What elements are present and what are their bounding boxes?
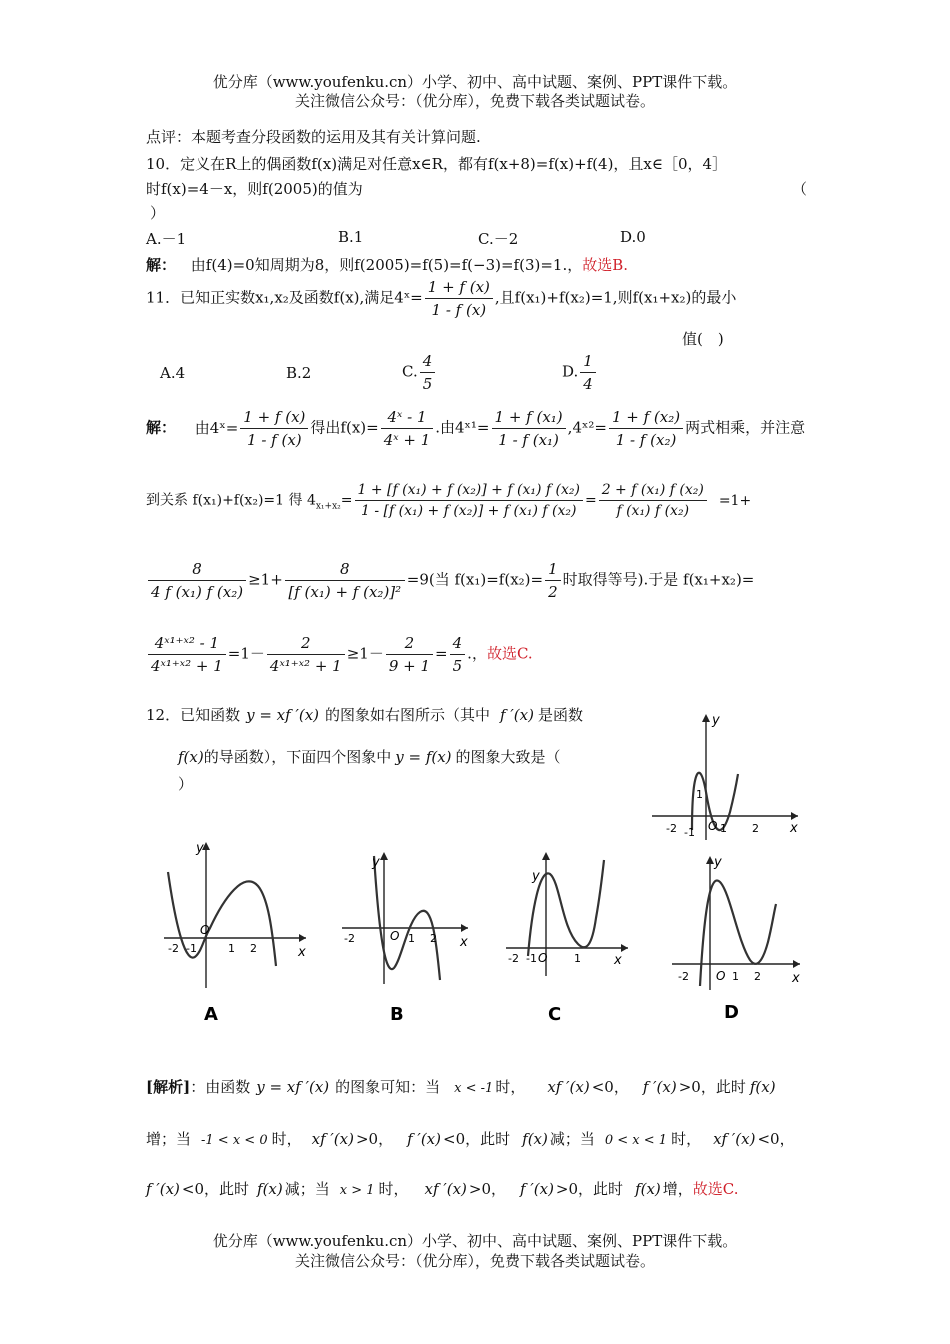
q11-solution-line-2: 到关系 f(x₁)+f(x₂)=1 得 $4_{x_1+x_2}=$ $\frac{\text{1 + [f (x₁) + f (x₂)] + f (x₁) f (x₂)}}{\text{1 - [f (x₁) + f (x₂)] + f (x₁) f (x₂)}}$ = $\frac{\text{2 + f (x₁) f (x₂)}}{\text{f (x₁) f (x₂)}}$ =1+ [146,482,752,519]
svg-text:-1: -1 [684,826,695,839]
svg-text:1: 1 [228,942,235,955]
q10-solution-label: 解： [146,256,177,274]
q11-answer: 故选C. [486,644,533,663]
q10-line-2: 时f(x)=4－x，则f(2005)的值为 [146,180,363,198]
svg-text:-2: -2 [168,942,179,955]
q11-solution-label: 解： [146,418,177,437]
footer-line-1: 优分库（www.youfenku.cn）小学、初中、高中试题、案例、PPT课件下载。 [212,1232,738,1250]
q12-stem-close: ） [178,775,194,793]
q11-option-b: B.2 [286,364,312,382]
svg-text:1: 1 [696,788,703,801]
svg-text:O: O [708,819,718,833]
q11-option-c: C. $\frac{4}{5}$ [402,352,437,393]
q11-option-d: D. $\frac{1}{4}$ [562,352,598,393]
svg-text:1: 1 [732,970,739,983]
graph-c-label: C [548,1004,562,1025]
q10-option-a: A.－1 [146,230,187,248]
q11-stem [146,278,736,319]
svg-text:2: 2 [250,942,257,955]
svg-text:1: 1 [408,932,415,945]
q10-paren-close: ） [150,204,166,222]
q10-line-1: 10．定义在R上的偶函数f(x)满足对任意x∈R，都有f(x+8)=f(x)+f(4)，且x∈［0，4］ [146,155,728,173]
q11-stem-a: 11．已知正实数x₁,x₂及函数f(x),满足4ˣ= [146,288,423,307]
q10-paren-open: （ [792,180,808,198]
svg-text:y: y [714,855,722,870]
svg-text:x: x [298,945,306,960]
header-line-2: 关注微信公众号：（优分库），免费下载各类试题试卷。 [294,92,655,110]
analysis-line-1: [解析]：由函数 y = xf ′(x) 的图象可知：当 x < -1 时， xf ′(x) <0， f ′(x) >0，此时 f(x) [146,1078,776,1096]
svg-text:-1: -1 [186,942,197,955]
graph-b [338,848,478,1028]
analysis-line-2: 增；当 -1 < x < 0 时， xf ′(x) >0， f ′(x) <0，此时 f(x) 减；当 0 < x < 1 时， xf ′(x) <0， [146,1130,795,1148]
graph-b-label: B [390,1004,404,1025]
q10-option-d: D.0 [620,228,646,246]
svg-text:y: y [532,869,540,884]
svg-text:y: y [196,841,204,856]
footer-line-2: 关注微信公众号：（优分库），免费下载各类试题试卷。 [294,1252,655,1270]
graph-a [158,838,318,1028]
svg-text:2: 2 [754,970,761,983]
q11-fraction-main: $\frac{1 + f (x)}{1 - f (x)}$ [425,278,493,319]
svg-text:2: 2 [430,932,437,945]
svg-text:O: O [538,951,548,965]
q10-solution [146,254,628,275]
svg-text:y: y [712,713,720,728]
svg-text:-2: -2 [678,970,689,983]
svg-text:-1: -1 [526,952,537,965]
q11-solution-line-4: $\frac{\text{4ˣ¹⁺ˣ² - 1}}{\text{4ˣ¹⁺ˣ² + 1}}$ =1－ $\frac{2}{\text{4ˣ¹⁺ˣ² + 1}}$ ≥1－ $\frac{2}{9 + 1}$ = $\frac{4}{5}$ .，故选C. [146,634,533,675]
graph-d [668,852,808,1023]
svg-text:x: x [460,935,468,950]
svg-text:1: 1 [720,822,727,835]
q11-stem-c: 值( ) [682,330,724,348]
q11-option-a: A.4 [160,364,186,382]
svg-text:O: O [200,923,210,937]
graph-a-label: A [204,1004,218,1025]
q10-solution-text: 由f(4)=0知周期为8，则f(2005)=f(5)=f(−3)=f(3)=1.， [190,256,583,274]
q10-option-c: C.－2 [478,230,519,248]
header-line-1: 优分库（www.youfenku.cn）小学、初中、高中试题、案例、PPT课件下载。 [212,73,738,91]
svg-text:O: O [716,969,726,983]
graph-d-label: D [724,1002,739,1023]
svg-text:-2: -2 [344,932,355,945]
svg-text:x: x [790,821,798,836]
svg-text:y: y [372,855,380,870]
q11-solution-line-3: $\frac{8}{\text{4 f (x₁) f (x₂)}}$ ≥1+ $\frac{8}{\text{[f (x₁) + f (x₂)]²}}$ =9(当 f(x₁)=f(x₂)= $\frac{1}{2}$ 时取得等号).于是 f(x₁+x₂)= [146,560,754,601]
svg-text:-2: -2 [666,822,677,835]
q12-stem-line-1: 12．已知函数 y = xf ′(x) 的图象如右图所示（其中 f ′(x) 是函数 [146,706,583,724]
analysis-answer: 故选C. [692,1180,739,1198]
svg-text:x: x [614,953,622,968]
analysis-line-3: f ′(x) <0，此时 f(x) 减；当 x > 1 时， xf ′(x) >0， f ′(x) >0，此时 f(x) 增，故选C. [146,1180,739,1198]
q11-stem-b: ,且f(x₁)+f(x₂)=1,则f(x₁+x₂)的最小 [494,288,737,307]
reference-graph [648,708,808,848]
analysis-label: [解析] [146,1078,191,1096]
q10-option-b: B.1 [338,228,364,246]
svg-text:2: 2 [752,822,759,835]
svg-text:-2: -2 [508,952,519,965]
q10-answer: 故选B. [582,256,629,274]
q11-solution-line-1: 解： 由4ˣ= $\frac{1 + f (x)}{1 - f (x)}$ 得出f(x)= $\frac{\text{4ˣ - 1}}{\text{4ˣ + 1}}$ .由4ˣ¹= $\frac{\text{1 + f (x₁)}}{\text{1 - f (x₁)}}$ ,4ˣ²= $\frac{\text{1 + f (x₂)}}{\text{1 - f (x₂)}}$ 两式相乘，并注意 [146,408,806,449]
graph-c [502,848,642,1028]
svg-text:x: x [792,971,800,986]
svg-text:O: O [390,929,400,943]
comment-line: 点评：本题考查分段函数的运用及其有关计算问题. [146,128,481,146]
q12-stem-line-2: f(x)的导函数），下面四个图象中 y = f(x) 的图象大致是（ [178,748,561,766]
svg-text:1: 1 [574,952,581,965]
